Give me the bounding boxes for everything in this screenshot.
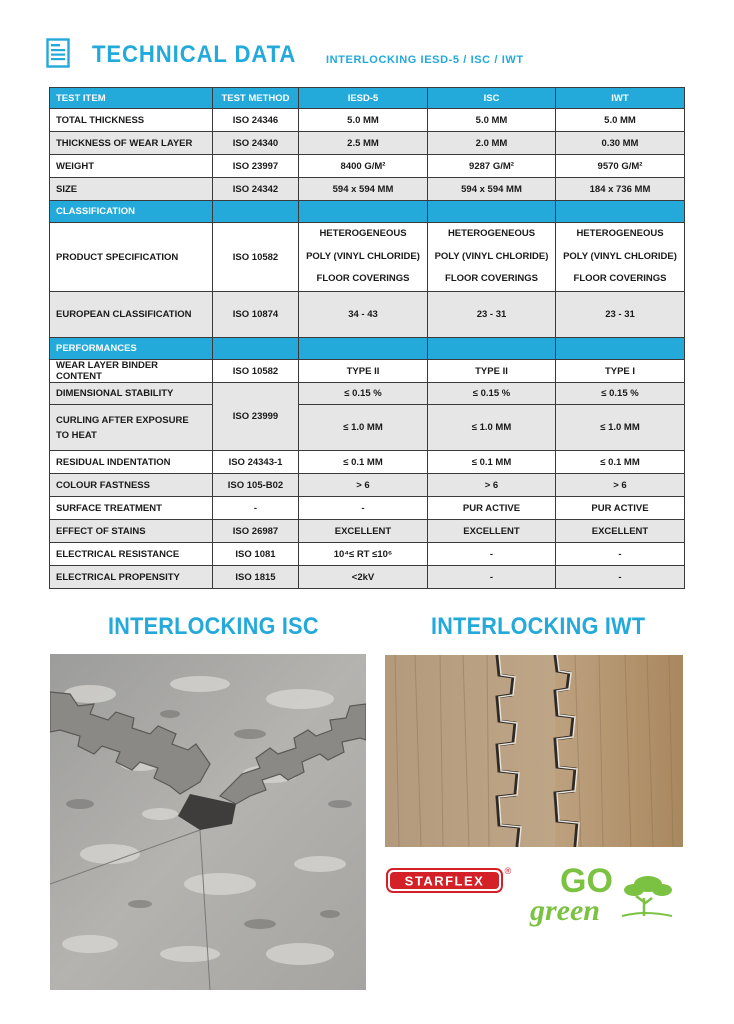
iesd-value: 10⁴≤ RT ≤10⁶ [299,543,428,566]
table-row [50,520,685,543]
table-row [50,132,685,155]
column-header: IWT [556,88,685,109]
isc-value: 5.0 MM [428,109,556,132]
iesd-value: 2.5 MM [299,132,428,155]
test-method: ISO 24342 [213,178,299,201]
iwt-value: TYPE I [556,360,685,383]
iwt-value: 0.30 MM [556,132,685,155]
isc-value: ≤ 0.15 % [428,383,556,405]
test-method: ISO 24346 [213,109,299,132]
green-text: green [530,894,600,927]
iwt-value: PUR ACTIVE [556,497,685,520]
test-method: ISO 105-B02 [213,474,299,497]
table-row [50,223,685,292]
page-header [46,36,524,68]
iwt-value: - [556,566,685,589]
isc-value: 594 x 594 MM [428,178,556,201]
test-item: EFFECT OF STAINS [50,520,213,543]
test-item: TOTAL THICKNESS [50,109,213,132]
iwt-value: 5.0 MM [556,109,685,132]
iwt-value: 9570 G/M² [556,155,685,178]
test-item: SURFACE TREATMENT [50,497,213,520]
test-method: ISO 1815 [213,566,299,589]
table-row [50,566,685,589]
test-method: ISO 10582 [213,223,299,292]
table-row [50,451,685,474]
test-method: ISO 10582 [213,360,299,383]
iesd-value: 8400 G/M² [299,155,428,178]
iwt-value: > 6 [556,474,685,497]
starflex-logo-text: STARFLEX [404,873,485,889]
table-row [50,178,685,201]
interlocking-isc-photo [50,654,366,990]
isc-value: TYPE II [428,360,556,383]
test-method: ISO 23999 [213,383,299,451]
table-row [50,405,685,451]
test-method: ISO 24343-1 [213,451,299,474]
iesd-value: 594 x 594 MM [299,178,428,201]
isc-value: - [428,566,556,589]
registered-mark: ® [504,866,512,876]
test-item: CURLING AFTER EXPOSURE TO HEAT [50,405,213,451]
iesd-value: > 6 [299,474,428,497]
section-row-performances [50,338,685,360]
test-item: DIMENSIONAL STABILITY [50,383,213,405]
isc-value: > 6 [428,474,556,497]
test-item: PRODUCT SPECIFICATION [50,223,213,292]
test-item: COLOUR FASTNESS [50,474,213,497]
isc-value: - [428,543,556,566]
iwt-value: ≤ 1.0 MM [556,405,685,451]
test-item: THICKNESS OF WEAR LAYER [50,132,213,155]
isc-value: 9287 G/M² [428,155,556,178]
test-item: SIZE [50,178,213,201]
iesd-value: ≤ 0.15 % [299,383,428,405]
section-label: PERFORMANCES [50,338,213,360]
test-item: ELECTRICAL PROPENSITY [50,566,213,589]
page-subtitle: INTERLOCKING IESD-5 / ISC / IWT [325,54,524,66]
go-text: GO [560,862,613,900]
document-icon [46,38,70,68]
go-green-logo [526,858,686,928]
isc-value: EXCELLENT [428,520,556,543]
isc-photo-title: INTERLOCKING ISC [108,613,319,640]
test-item: WEAR LAYER BINDER CONTENT [50,360,213,383]
iesd-value: TYPE II [299,360,428,383]
table-row [50,292,685,338]
isc-value: HETEROGENEOUS POLY (VINYL CHLORIDE) FLOOR COVERINGS [428,223,556,292]
iesd-value: <2kV [299,566,428,589]
iesd-value: ≤ 1.0 MM [299,405,428,451]
iwt-value: ≤ 0.15 % [556,383,685,405]
table-row [50,109,685,132]
isc-value: ≤ 0.1 MM [428,451,556,474]
column-header: TEST ITEM [50,88,213,109]
iesd-value: - [299,497,428,520]
iwt-value: 23 - 31 [556,292,685,338]
test-item: WEIGHT [50,155,213,178]
iesd-value: 34 - 43 [299,292,428,338]
table-row [50,474,685,497]
table-row [50,383,685,405]
page-title: TECHNICAL DATA [92,41,297,68]
column-header: TEST METHOD [213,88,299,109]
column-header: ISC [428,88,556,109]
section-row-classification [50,201,685,223]
iwt-photo-title: INTERLOCKING IWT [431,613,646,640]
iesd-value: 5.0 MM [299,109,428,132]
iwt-value: EXCELLENT [556,520,685,543]
table-row [50,543,685,566]
test-method: ISO 24340 [213,132,299,155]
iwt-value: ≤ 0.1 MM [556,451,685,474]
iesd-value: HETEROGENEOUS POLY (VINYL CHLORIDE) FLOOR COVERINGS [299,223,428,292]
table-row [50,360,685,383]
test-item: ELECTRICAL RESISTANCE [50,543,213,566]
technical-data-table [49,87,685,589]
iesd-value: EXCELLENT [299,520,428,543]
tree-icon [622,876,672,916]
column-header: IESD-5 [299,88,428,109]
table-row [50,155,685,178]
iwt-value: - [556,543,685,566]
section-label: CLASSIFICATION [50,201,213,223]
test-item: EUROPEAN CLASSIFICATION [50,292,213,338]
iesd-value: ≤ 0.1 MM [299,451,428,474]
starflex-logo [386,866,512,894]
iwt-value: HETEROGENEOUS POLY (VINYL CHLORIDE) FLOOR COVERINGS [556,223,685,292]
iwt-value: 184 x 736 MM [556,178,685,201]
test-method: ISO 10874 [213,292,299,338]
isc-value: 2.0 MM [428,132,556,155]
table-row [50,497,685,520]
test-method: - [213,497,299,520]
isc-value: PUR ACTIVE [428,497,556,520]
interlocking-iwt-photo [385,655,683,847]
test-method: ISO 23997 [213,155,299,178]
table-header-row [50,88,685,109]
test-item: RESIDUAL INDENTATION [50,451,213,474]
test-method: ISO 26987 [213,520,299,543]
isc-value: 23 - 31 [428,292,556,338]
isc-value: ≤ 1.0 MM [428,405,556,451]
test-method: ISO 1081 [213,543,299,566]
